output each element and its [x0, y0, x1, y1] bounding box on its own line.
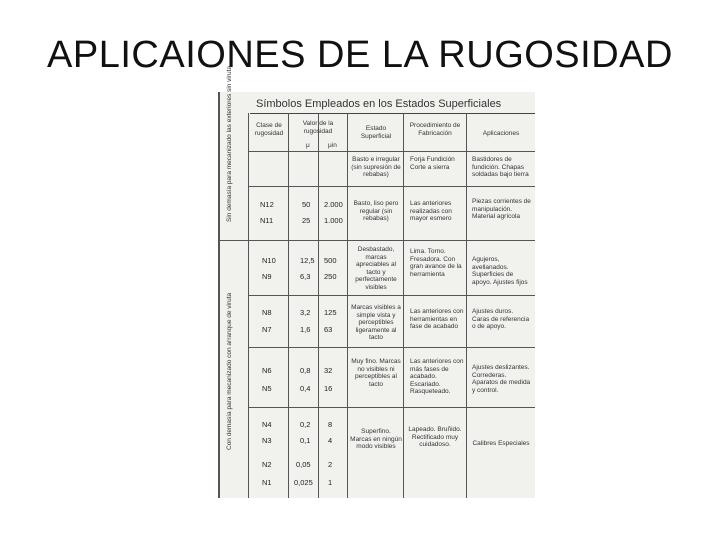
row-line-header	[248, 151, 535, 152]
row10-mu: 0,1	[300, 436, 311, 445]
row9-muin: 8	[328, 420, 333, 429]
row3-estado: Desbastado, marcas apreciables al tacto y perfectamente visibles	[355, 246, 397, 291]
row10-clase: N3	[262, 436, 272, 445]
row5-aplicaciones: Ajustes duros. Caras de referencia o de apoyo.	[472, 308, 530, 330]
row10-procedimiento: Lapeado. Bruñido. Rectificado muy cuidadoso.	[408, 426, 462, 448]
row-line-4	[248, 347, 535, 348]
row7-aplicaciones: Ajustes deslizantes. Correderas. Aparatos de medida y control.	[472, 364, 531, 394]
row5-clase: N8	[262, 308, 272, 317]
row4-muin: 250	[324, 272, 337, 281]
row5-mu: 3,2	[300, 308, 311, 317]
header-valor: Valor de la rugosidad	[302, 120, 334, 135]
row11-mu: 0,05	[296, 460, 311, 469]
row8-muin: 16	[324, 384, 333, 393]
side-label-bottom: Con demasía para mecanizado con arranque de viruta	[226, 292, 233, 450]
roughness-table-image	[218, 65, 535, 498]
row9-clase: N4	[262, 420, 272, 429]
row10-aplicaciones: Calibres Especiales	[472, 440, 530, 447]
row0-aplicaciones: Bastidores de fundición. Chapas soldadas bajo tierra	[472, 156, 529, 178]
row-line-1	[248, 186, 535, 187]
row2-muin: 1.000	[324, 216, 343, 225]
row4-mu: 6,3	[300, 272, 311, 281]
row5-procedimiento: Las anteriores con herramientas en fase de acabado	[410, 308, 464, 330]
row7-muin: 32	[324, 366, 333, 375]
row9-mu: 0,2	[300, 420, 311, 429]
row-line-2	[220, 240, 535, 241]
row7-procedimiento: Las anteriores con más fases de acabado. Escariado. Rasqueteado.	[410, 358, 464, 395]
header-procedimiento: Procedimiento de Fabricación	[409, 122, 461, 137]
side-label-top: Sin demasía para mecanizado las exteriores sin viruta	[226, 65, 233, 222]
header-rule	[250, 113, 535, 114]
row2-procedimiento: Las anteriores realizadas con mayor esmero	[410, 200, 452, 222]
row1-clase: N12	[260, 200, 274, 209]
row3-muin: 500	[324, 256, 337, 265]
row8-mu: 0,4	[300, 384, 311, 393]
row-line-3	[248, 295, 535, 296]
row3-procedimiento: Lima. Torno. Fresadora. Con gran avance de la herramienta	[410, 248, 462, 278]
side-divider	[248, 113, 249, 498]
row1-muin: 2.000	[324, 200, 343, 209]
row6-mu: 1,6	[300, 325, 311, 334]
row6-clase: N7	[262, 325, 272, 334]
row3-aplicaciones: Agujeros, avellanados. Superficies de apoyo. Ajustes fijos	[472, 256, 528, 286]
header-clase: Clase de rugosidad	[254, 122, 284, 137]
col-line-3	[347, 113, 348, 498]
row5-estado: Marcas visibles a simple vista y perceptibles ligeramente al tacto	[351, 304, 401, 341]
col-line-5	[466, 113, 467, 498]
table-title: Símbolos Empleados en los Estados Superficiales	[256, 98, 502, 110]
header-unit-micro: μin	[328, 142, 337, 149]
row10-estado: Superfino. Marcas en ningún modo visibles	[350, 428, 402, 450]
row6-muin: 63	[324, 325, 333, 334]
col-line-1	[288, 113, 289, 498]
row12-mu: 0,025	[294, 478, 313, 487]
col-line-4	[403, 113, 404, 498]
row0-estado: Basto e irregular (sin supresión de rebabas)	[351, 156, 401, 178]
slide-title: APLICAIONES DE LA RUGOSIDAD	[47, 34, 673, 76]
row7-estado: Muy fino. Marcas no visibles ni perceptibles al tacto	[351, 358, 401, 388]
row3-mu: 12,5	[300, 256, 315, 265]
row11-clase: N2	[262, 460, 272, 469]
row8-clase: N5	[262, 384, 272, 393]
col-line-2	[318, 113, 319, 498]
row2-mu: 25	[302, 216, 311, 225]
row10-muin: 4	[328, 436, 333, 445]
row1-mu: 50	[302, 200, 311, 209]
header-aplicaciones: Aplicaciones	[482, 130, 520, 137]
row11-muin: 2	[328, 460, 333, 469]
row2-clase: N11	[260, 216, 274, 225]
row0-procedimiento: Forja Fundición Corte a sierra	[410, 156, 455, 171]
row12-muin: 1	[328, 478, 333, 487]
row2-estado: Basto, liso pero regular (sin rebabas)	[353, 200, 399, 222]
header-estado: Estado Superficial	[360, 125, 392, 140]
row7-clase: N6	[262, 366, 272, 375]
row-line-5	[248, 407, 535, 408]
header-unit-mu: μ	[306, 142, 310, 149]
row7-mu: 0,8	[300, 366, 311, 375]
row5-muin: 125	[324, 308, 337, 317]
row2-aplicaciones: Piezas corrientes de manipulación. Material agrícola	[472, 198, 531, 220]
row4-clase: N9	[262, 272, 272, 281]
row3-clase: N10	[262, 256, 276, 265]
row12-clase: N1	[262, 478, 272, 487]
